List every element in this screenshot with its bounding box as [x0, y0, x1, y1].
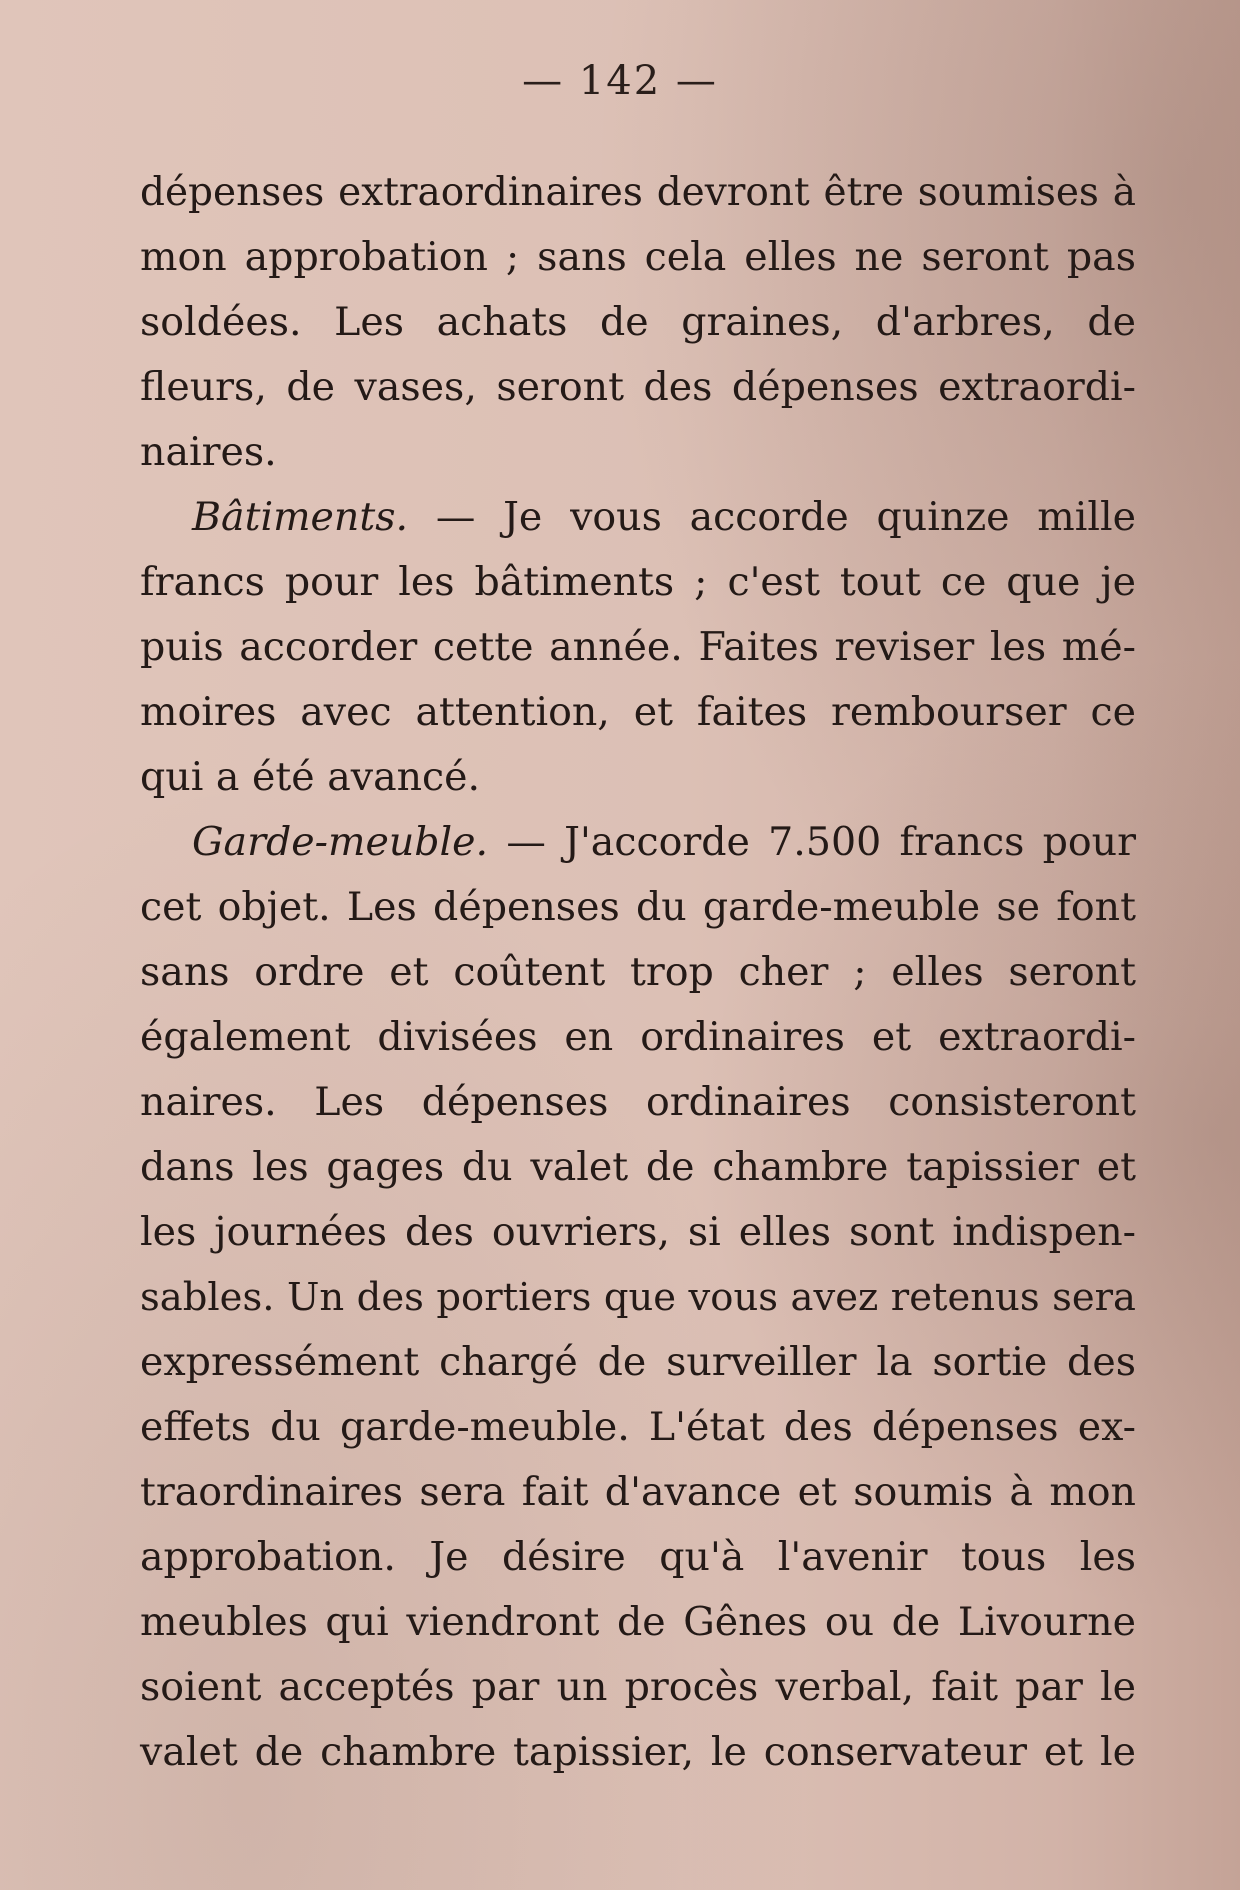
- text-line: soient acceptés par un procès verbal, fait par le: [140, 1664, 1136, 1710]
- page-number: — 142 —: [522, 58, 718, 104]
- text-line: fleurs, de vases, seront des dépenses extraordi-: [140, 364, 1136, 410]
- text-line: les journées des ouvriers, si elles sont indispen-: [140, 1209, 1136, 1255]
- section-heading-garde-meuble: Garde-meuble.: [192, 819, 489, 865]
- text-line: valet de chambre tapissier, le conservateur et le: [140, 1729, 1136, 1775]
- text-line: sans ordre et coûtent trop cher ; elles seront: [140, 949, 1136, 995]
- text-run: — J'accorde 7.500 francs pour: [488, 819, 1136, 865]
- paragraph-first-line: [140, 485, 1136, 550]
- text-line: dans les gages du valet de chambre tapissier et: [140, 1144, 1136, 1190]
- text-line: également divisées en ordinaires et extraordi-: [140, 1014, 1136, 1060]
- text-run: — Je vous accorde quinze mille: [408, 494, 1136, 540]
- paragraph-first-line: [140, 810, 1136, 875]
- text-line: effets du garde-meuble. L'état des dépenses ex-: [140, 1404, 1136, 1450]
- text-line: expressément chargé de surveiller la sortie des: [140, 1339, 1136, 1385]
- text-line: dépenses extraordinaires devront être soumises à: [140, 170, 1136, 215]
- text-line: soldées. Les achats de graines, d'arbres, de: [140, 299, 1136, 345]
- text-line: moires avec attention, et faites rembourser ce: [140, 689, 1136, 735]
- text-line: puis accorder cette année. Faites reviser les mé-: [140, 624, 1136, 670]
- text-line: naires.: [140, 429, 277, 475]
- text-line: qui a été avancé.: [140, 754, 481, 800]
- text-line: mon approbation ; sans cela elles ne seront pas: [140, 234, 1136, 280]
- text-line: cet objet. Les dépenses du garde-meuble se font: [140, 884, 1136, 930]
- text-line: sables. Un des portiers que vous avez retenus sera: [140, 1275, 1136, 1320]
- text-line: meubles qui viendront de Gênes ou de Livourne: [140, 1599, 1136, 1645]
- body-text: [140, 160, 1136, 1785]
- text-line: approbation. Je désire qu'à l'avenir tous les: [140, 1534, 1136, 1580]
- text-line: traordinaires sera fait d'avance et soumis à mon: [140, 1469, 1136, 1515]
- section-heading-batiments: Bâtiments.: [192, 494, 409, 540]
- text-line: francs pour les bâtiments ; c'est tout ce que je: [140, 559, 1136, 605]
- text-line: naires. Les dépenses ordinaires consisteront: [140, 1079, 1136, 1125]
